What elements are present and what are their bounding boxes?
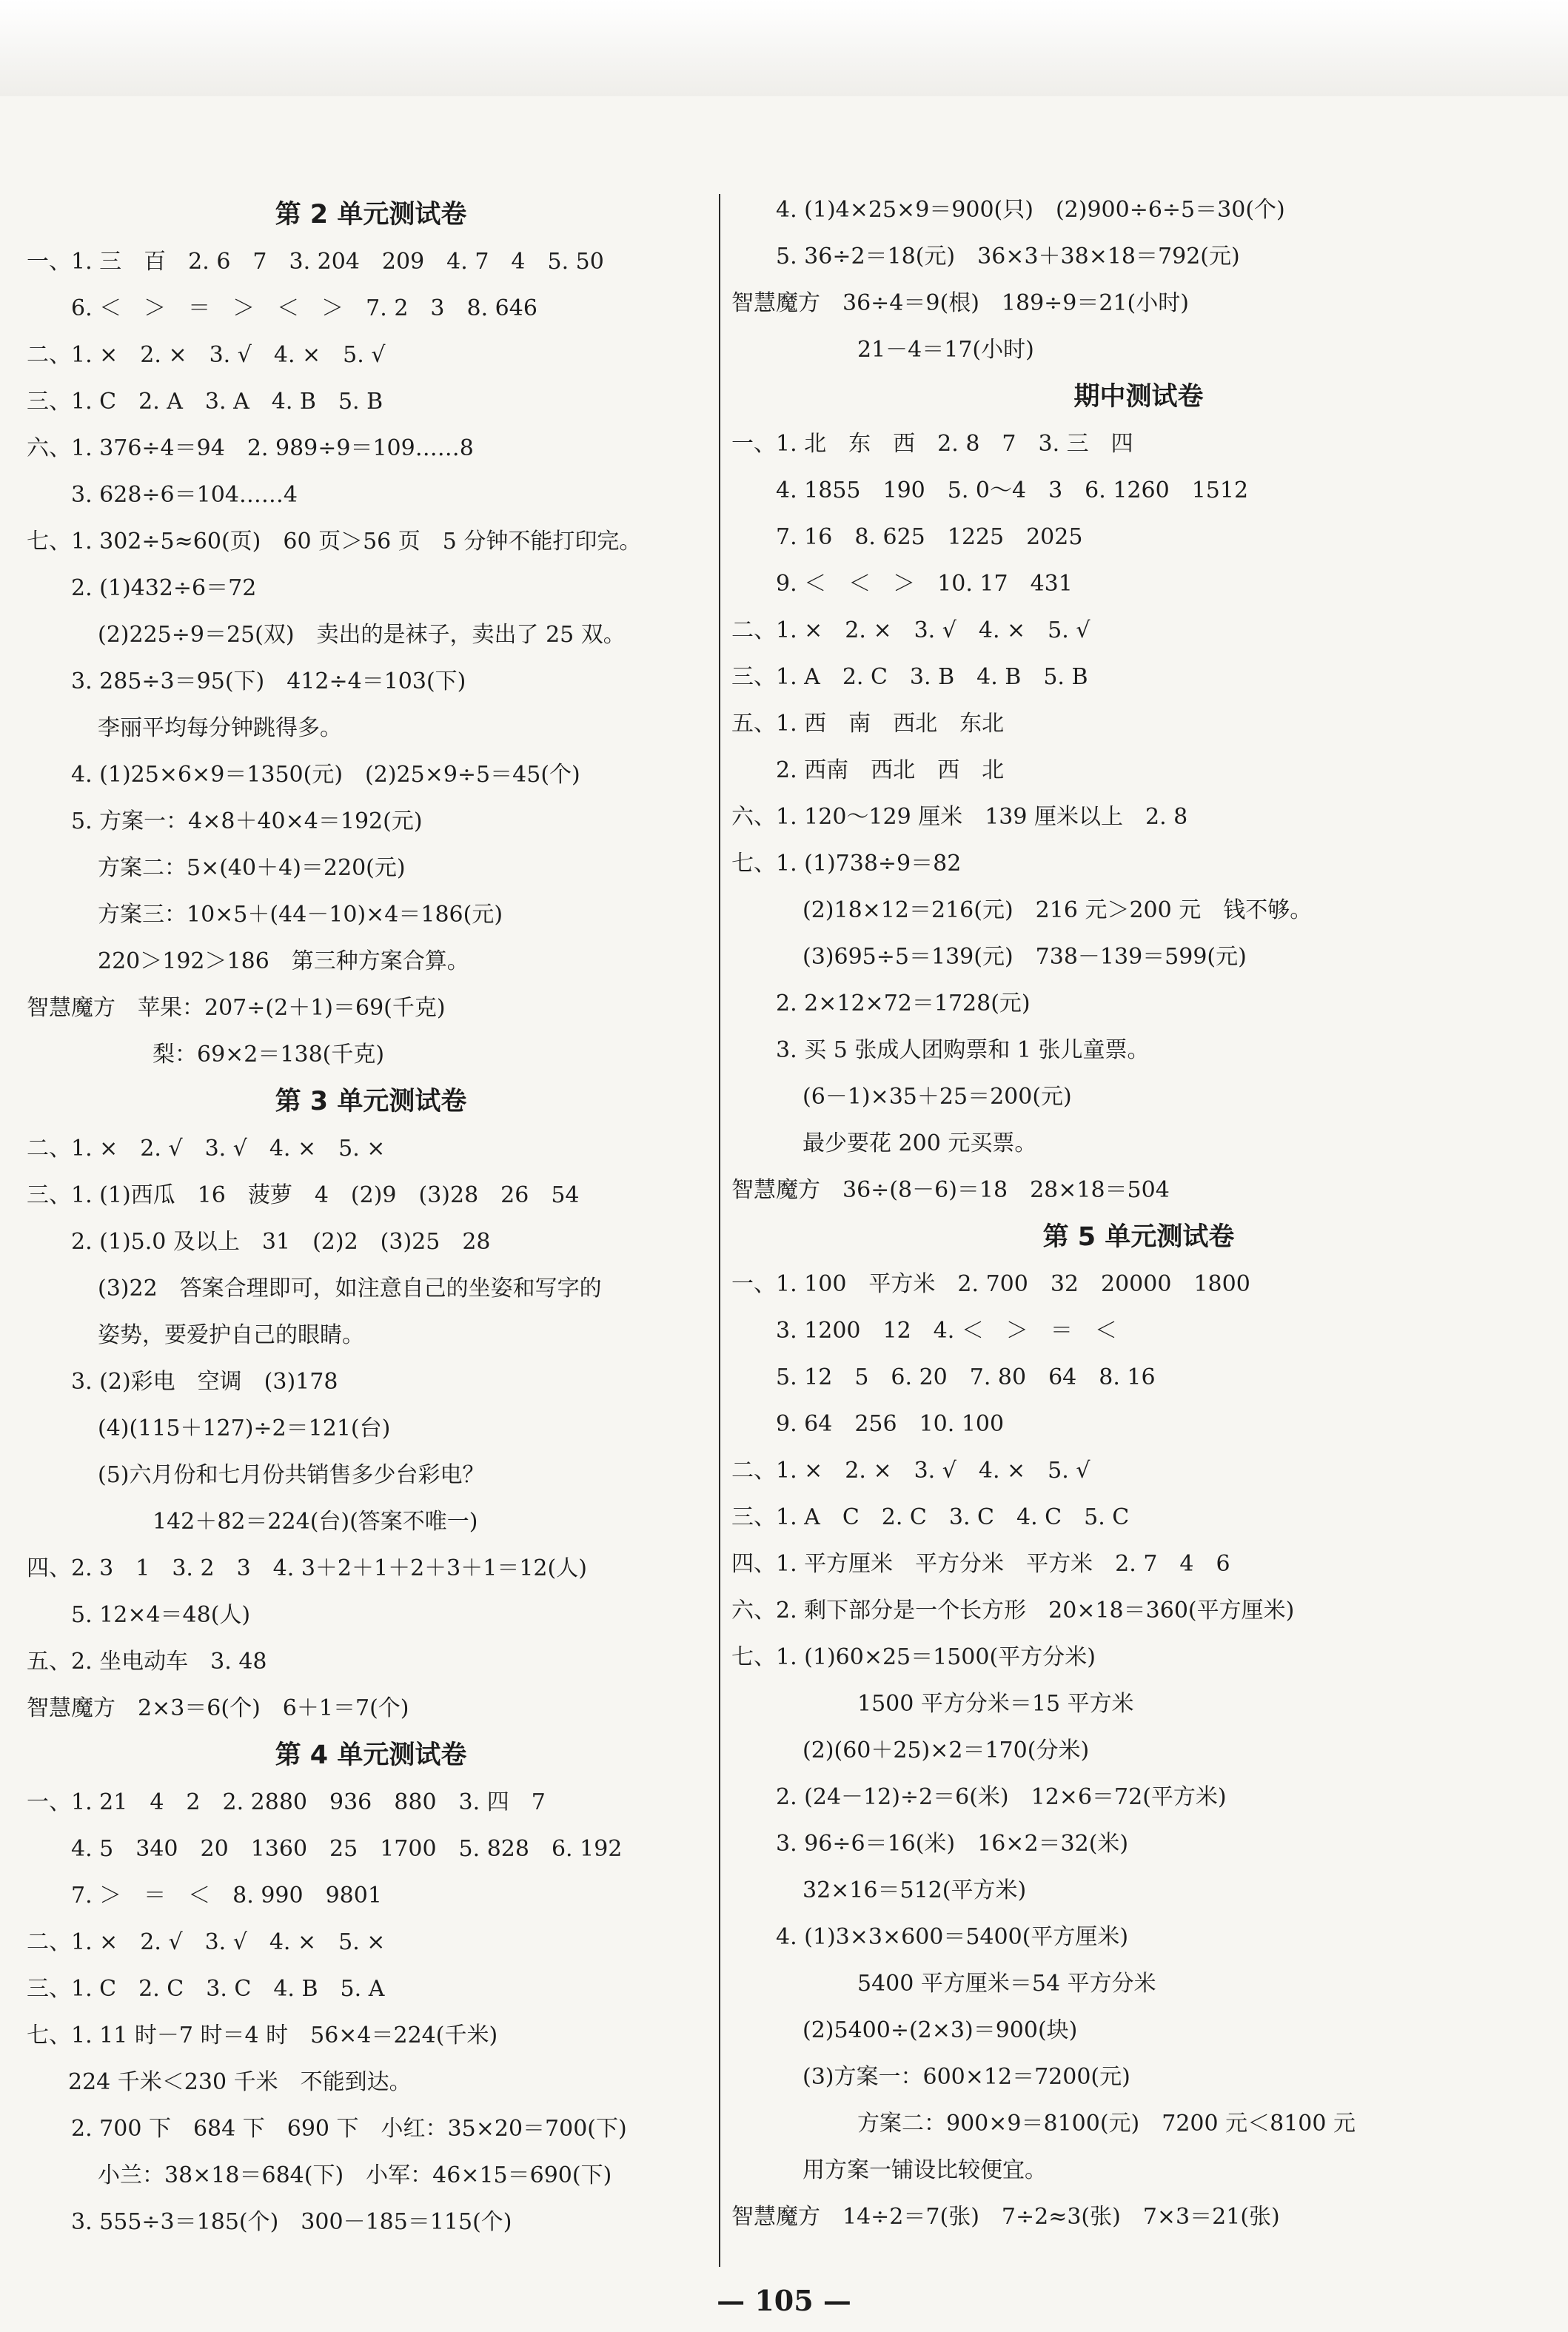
column-divider: [719, 194, 720, 2267]
answer-line: 4. 5 340 20 1360 25 1700 5. 828 6. 192: [71, 1836, 623, 1862]
answer-line: 七、1. 302÷5≈60(页) 60 页＞56 页 5 分钟不能打印完。: [27, 529, 642, 554]
scan-top-margin: [0, 0, 1568, 96]
answer-line: 224 千米＜230 千米 不能到达。: [68, 2069, 412, 2095]
answer-line: 方案三：10×5＋(44－10)×4＝186(元): [98, 902, 503, 928]
answer-line: 一、1. 北 东 西 2. 8 7 3. 三 四: [731, 431, 1133, 457]
answer-line: 3. 96÷6＝16(米) 16×2＝32(米): [776, 1831, 1129, 1857]
answer-line: 220＞192＞186 第三种方案合算。: [98, 948, 469, 974]
right-column: [731, 187, 1546, 2240]
answer-line: 三、1. A C 2. C 3. C 4. C 5. C: [731, 1504, 1130, 1530]
answer-line: 方案二：900×9＝8100(元) 7200 元＜8100 元: [857, 2111, 1356, 2137]
answer-line: (5)六月份和七月份共销售多少台彩电？: [98, 1462, 485, 1488]
answer-line: 用方案一铺设比较便宜。: [803, 2157, 1047, 2183]
answer-line: 三、1. C 2. C 3. C 4. B 5. A: [27, 1976, 385, 2002]
answer-line: 9. 64 256 10. 100: [776, 1411, 1005, 1437]
section-title-unit3: 第 3 单元测试卷: [275, 1087, 467, 1116]
answer-line: 6. ＜ ＞ ＝ ＞ ＜ ＞ 7. 2 3 8. 646: [71, 295, 537, 321]
answer-line: 智慧魔方 36÷(8－6)＝18 28×18＝504: [731, 1177, 1170, 1203]
answer-line: 2. (1)5.0 及以上 31 (2)2 (3)25 28: [71, 1229, 491, 1255]
answer-line: 3. 555÷3＝185(个) 300－185＝115(个): [71, 2209, 512, 2235]
answer-line: 7. ＞ ＝ ＜ 8. 990 9801: [71, 1883, 382, 1909]
answer-line: 二、1. × 2. × 3. √ 4. × 5. √: [731, 617, 1090, 643]
answer-line: (3)22 答案合理即可，如注意自己的坐姿和写字的: [98, 1276, 602, 1301]
answer-line: 一、1. 100 平方米 2. 700 32 20000 1800: [731, 1271, 1250, 1297]
answer-line: 姿势，要爱护自己的眼睛。: [98, 1322, 364, 1348]
answer-line: 四、1. 平方厘米 平方分米 平方米 2. 7 4 6: [731, 1551, 1230, 1577]
answer-line: 4. (1)3×3×600＝5400(平方厘米): [776, 1924, 1129, 1950]
answer-line: 2. 西南 西北 西 北: [776, 757, 1005, 783]
answer-line: 2. (24－12)÷2＝6(米) 12×6＝72(平方米): [776, 1784, 1227, 1810]
answer-line: (3)方案一：600×12＝7200(元): [803, 2064, 1130, 2090]
answer-line: 四、2. 3 1 3. 2 3 4. 3＋2＋1＋2＋3＋1＝12(人): [27, 1555, 587, 1581]
answer-line: 4. (1)25×6×9＝1350(元) (2)25×9÷5＝45(个): [71, 762, 580, 788]
answer-line: 2. 2×12×72＝1728(元): [776, 991, 1031, 1016]
left-column: [27, 191, 715, 2245]
answer-line: (2)225÷9＝25(双) 卖出的是袜子，卖出了 25 双。: [98, 622, 626, 648]
answer-line: 5. 方案一：4×8＋40×4＝192(元): [71, 808, 423, 834]
section-title-unit4: 第 4 单元测试卷: [275, 1740, 467, 1770]
answer-line: 三、1. (1)西瓜 16 菠萝 4 (2)9 (3)28 26 54: [27, 1182, 580, 1208]
answer-line: 三、1. A 2. C 3. B 4. B 5. B: [731, 664, 1088, 690]
answer-line: 5400 平方厘米＝54 平方分米: [857, 1971, 1156, 1997]
answer-line: 梨：69×2＝138(千克): [153, 1042, 385, 1068]
answer-line: 五、2. 坐电动车 3. 48: [27, 1649, 267, 1675]
answer-line: 21－4＝17(小时): [857, 337, 1034, 363]
answer-line: (3)695÷5＝139(元) 738－139＝599(元): [803, 944, 1247, 970]
answer-line: 3. 买 5 张成人团购票和 1 张儿童票。: [776, 1037, 1150, 1063]
answer-line: 2. 700 下 684 下 690 下 小红：35×20＝700(下): [71, 2116, 627, 2142]
answer-line: 智慧魔方 36÷4＝9(根) 189÷9＝21(小时): [731, 290, 1189, 316]
answer-line: 32×16＝512(平方米): [803, 1877, 1027, 1903]
answer-line: 七、1. 11 时－7 时＝4 时 56×4＝224(千米): [27, 2023, 498, 2048]
answer-line: 二、1. × 2. × 3. √ 4. × 5. √: [731, 1458, 1090, 1484]
answer-line: 4. 1855 190 5. 0～4 3 6. 1260 1512: [776, 478, 1249, 503]
answer-line: 智慧魔方 14÷2＝7(张) 7÷2≈3(张) 7×3＝21(张): [731, 2204, 1280, 2230]
answer-line: 3. (2)彩电 空调 (3)178: [71, 1369, 338, 1395]
answer-line: 二、1. × 2. √ 3. √ 4. × 5. ×: [27, 1929, 386, 1955]
section-title-unit5: 第 5 单元测试卷: [1042, 1222, 1235, 1252]
answer-line: 方案二：5×(40＋4)＝220(元): [98, 855, 406, 881]
answer-line: 1500 平方分米＝15 平方米: [857, 1691, 1134, 1717]
answer-line: 李丽平均每分钟跳得多。: [98, 715, 342, 741]
answer-line: (2)(60＋25)×2＝170(分米): [803, 1738, 1090, 1763]
section-title-midterm: 期中测试卷: [1073, 382, 1204, 412]
answer-line: 最少要花 200 元买票。: [803, 1130, 1037, 1156]
answer-line: 7. 16 8. 625 1225 2025: [776, 524, 1083, 550]
answer-line: 六、1. 376÷4＝94 2. 989÷9＝109……8: [27, 435, 474, 461]
answer-line: 二、1. × 2. √ 3. √ 4. × 5. ×: [27, 1136, 386, 1162]
answer-line: (6－1)×35＋25＝200(元): [803, 1084, 1072, 1110]
answer-line: 9. ＜ ＜ ＞ 10. 17 431: [776, 571, 1073, 597]
answer-line: 智慧魔方 苹果：207÷(2＋1)＝69(千克): [27, 995, 446, 1021]
answer-line: 3. 628÷6＝104……4: [71, 482, 298, 508]
answer-line: 2. (1)432÷6＝72: [71, 575, 257, 601]
answer-line: 七、1. (1)738÷9＝82: [731, 851, 962, 877]
answer-line: 一、1. 21 4 2 2. 2880 936 880 3. 四 7: [27, 1789, 546, 1815]
answer-line: 六、1. 120～129 厘米 139 厘米以上 2. 8: [731, 804, 1188, 830]
answer-line: 5. 12 5 6. 20 7. 80 64 8. 16: [776, 1364, 1156, 1390]
answer-line: (2)18×12＝216(元) 216 元＞200 元 钱不够。: [803, 897, 1313, 923]
answer-line: 5. 12×4＝48(人): [71, 1602, 251, 1628]
answer-line: 二、1. × 2. × 3. √ 4. × 5. √: [27, 342, 386, 368]
answer-line: 5. 36÷2＝18(元) 36×3＋38×18＝792(元): [776, 244, 1240, 269]
answer-line: 六、2. 剩下部分是一个长方形 20×18＝360(平方厘米): [731, 1598, 1295, 1624]
answer-line: (2)5400÷(2×3)＝900(块): [803, 2017, 1078, 2043]
answer-line: 4. (1)4×25×9＝900(只) (2)900÷6÷5＝30(个): [776, 197, 1285, 223]
answer-line: 142＋82＝224(台)(答案不唯一): [153, 1509, 478, 1535]
answer-line: 3. 1200 12 4. ＜ ＞ ＝ ＜: [776, 1318, 1117, 1344]
answer-line: 智慧魔方 2×3＝6(个) 6＋1＝7(个): [27, 1695, 409, 1721]
answer-line: 一、1. 三 百 2. 6 7 3. 204 209 4. 7 4 5. 50: [27, 249, 604, 275]
answer-line: 3. 285÷3＝95(下) 412÷4＝103(下): [71, 669, 466, 694]
answer-line: 五、1. 西 南 西北 东北: [731, 711, 1005, 737]
answer-line: 三、1. C 2. A 3. A 4. B 5. B: [27, 389, 383, 415]
section-title-unit2: 第 2 单元测试卷: [275, 200, 467, 229]
answer-line: 小兰：38×18＝684(下) 小军：46×15＝690(下): [98, 2162, 612, 2188]
page-number: — 105 —: [717, 2284, 851, 2317]
answer-line: 七、1. (1)60×25＝1500(平方分米): [731, 1644, 1096, 1670]
answer-line: (4)(115＋127)÷2＝121(台): [98, 1415, 391, 1441]
